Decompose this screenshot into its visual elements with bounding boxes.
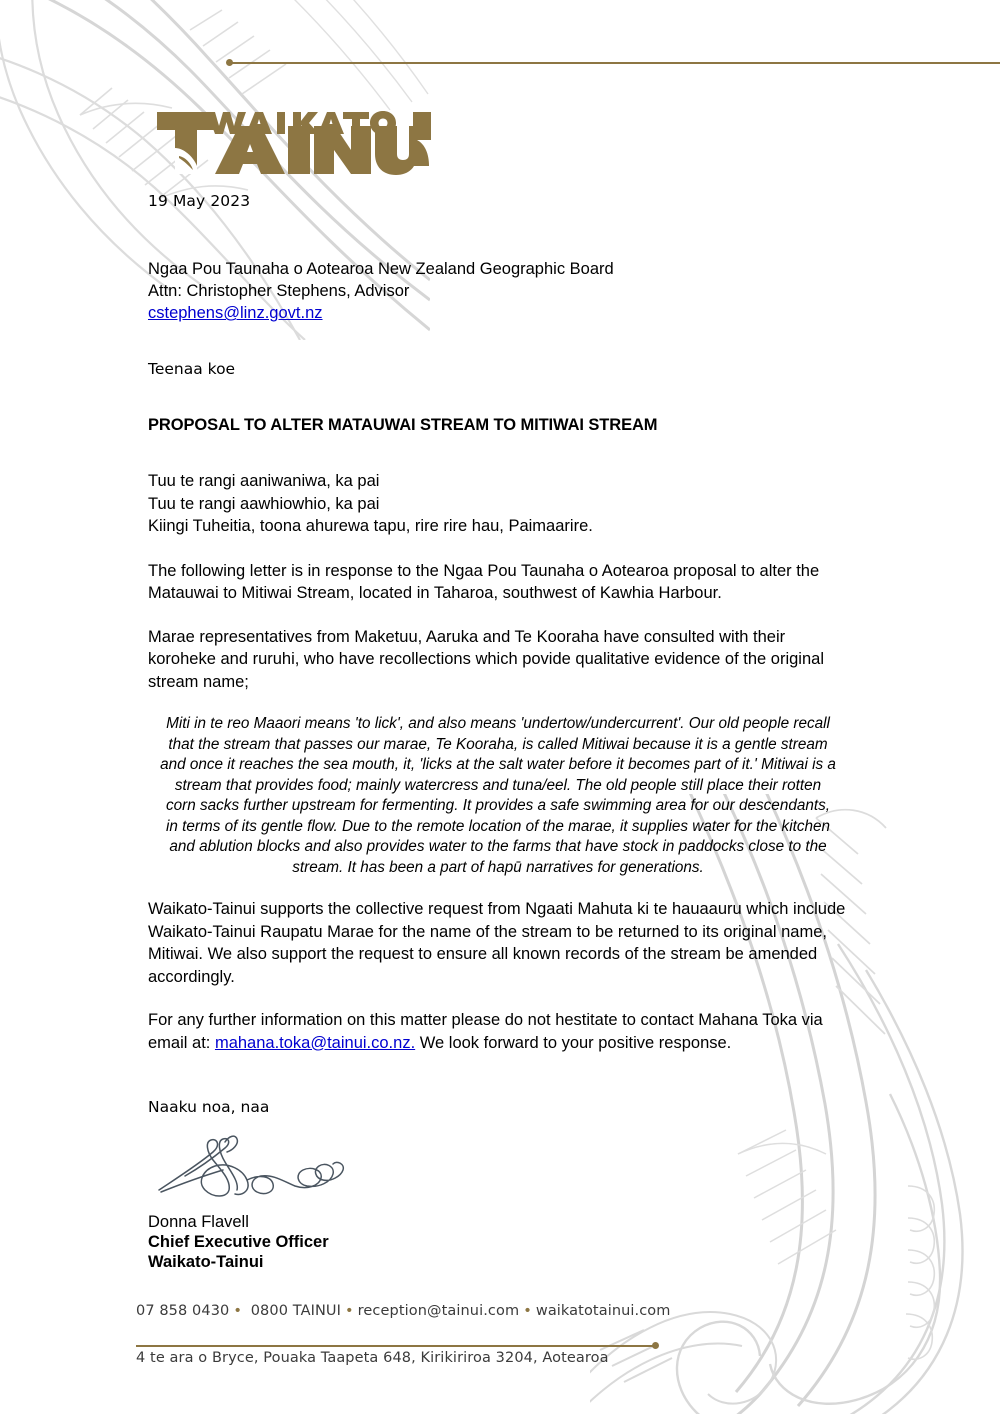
footer-phone: 07 858 0430 (136, 1303, 230, 1319)
karakia-line-2: Tuu te rangi aawhiowhio, ka pai (148, 494, 380, 513)
subject-heading: PROPOSAL TO ALTER MATAUWAI STREAM TO MITIWAI STREAM (148, 416, 658, 434)
recipient-organisation: Ngaa Pou Taunaha o Aotearoa New Zealand Geographic Board (148, 260, 614, 278)
footer-separator-2: • (345, 1303, 354, 1319)
testimony-quote: Miti in te reo Maaori means 'to lick', and also means 'undertow/undercurrent'. Our old people recall that the stream that passes our marae, Te Kooraha, is called Mitiwai because it is a gentle stream and once it reaches the sea mouth, it, 'licks at the salt water before it becomes part of it.' Mitiwai is a stream that provides food; mainly watercress and tuna/eel. The old people still place their rotten corn sacks further upstream for fermenting. It provides a safe swimming area for our descendants, in terms of its gentle flow. Due to the remote location of the marae, it supplies water for the kitchen and ablution blocks and also provides water to the farms that have stock in paddocks close to the stream. It has been a part of hapū narratives for generations. (160, 715, 836, 876)
recipient-attention: Attn: Christopher Stephens, Advisor (148, 282, 410, 300)
signer-organisation: Waikato-Tainui (148, 1253, 264, 1271)
footer-gold-rule (136, 1345, 656, 1347)
footer-website: waikatotainui.com (535, 1303, 671, 1319)
footer-gold-dot (652, 1342, 659, 1349)
signer-title: Chief Executive Officer (148, 1233, 329, 1251)
karakia-block (148, 470, 848, 538)
footer-email: reception@tainui.com (357, 1303, 520, 1319)
paragraph-3: Waikato-Tainui supports the collective request from Ngaati Mahuta ki te hauaauru which include Waikato-Tainui Raupatu Marae for the name of the stream to be returned to its original name, Mitiwai. We also support the request to ensure all known records of the stream be amended accordingly. (148, 900, 846, 986)
footer-contact (136, 1303, 671, 1319)
handwritten-signature (155, 1128, 375, 1206)
contact-email-link[interactable]: mahana.toka@tainui.co.nz. (214, 1033, 416, 1052)
paragraph-4-text-after: We look forward to your positive response. (415, 1033, 732, 1052)
header-gold-dot (226, 59, 233, 66)
paragraph-2: Marae representatives from Maketuu, Aaruka and Te Kooraha have consulted with their koroheke and ruruhi, who have recollections which povide qualitative evidence of the original stream name; (148, 627, 824, 691)
footer-separator-1: • (233, 1303, 243, 1319)
sign-off: Naaku noa, naa (148, 1098, 270, 1116)
karakia-line-3: Kiingi Tuheitia, toona ahurewa tapu, rire rire hau, Paimaarire. (148, 517, 593, 535)
salutation: Teenaa koe (148, 360, 236, 378)
signature-block (148, 1212, 329, 1272)
header-gold-rule (230, 62, 1000, 64)
paragraph-1: The following letter is in response to the Ngaa Pou Taunaha o Aotearoa proposal to alter the Matauwai to Mitiwai Stream, located in Taharoa, southwest of Kawhia Harbour. (148, 561, 820, 602)
paragraph-4 (148, 1009, 848, 1054)
letter-date: 19 May 2023 (148, 192, 251, 210)
recipient-email-link[interactable]: cstephens@linz.govt.nz (148, 304, 323, 322)
footer-address: 4 te ara o Bryce, Pouaka Taapeta 648, Kirikiriroa 3204, Aotearoa (136, 1350, 609, 1366)
letter-body (148, 470, 848, 1075)
signer-name: Donna Flavell (148, 1213, 249, 1231)
karakia-line-1: Tuu te rangi aaniwaniwa, ka pai (148, 472, 380, 490)
waikato-tainui-logo (155, 104, 431, 176)
footer-separator-3: • (523, 1303, 532, 1319)
paragraph-4-text-before: For any further information on this matter please do not hestitate to contact Mahana Toka via email at: (148, 1011, 823, 1052)
footer-freephone: 0800 TAINUI (250, 1303, 342, 1319)
recipient-block (148, 258, 614, 324)
